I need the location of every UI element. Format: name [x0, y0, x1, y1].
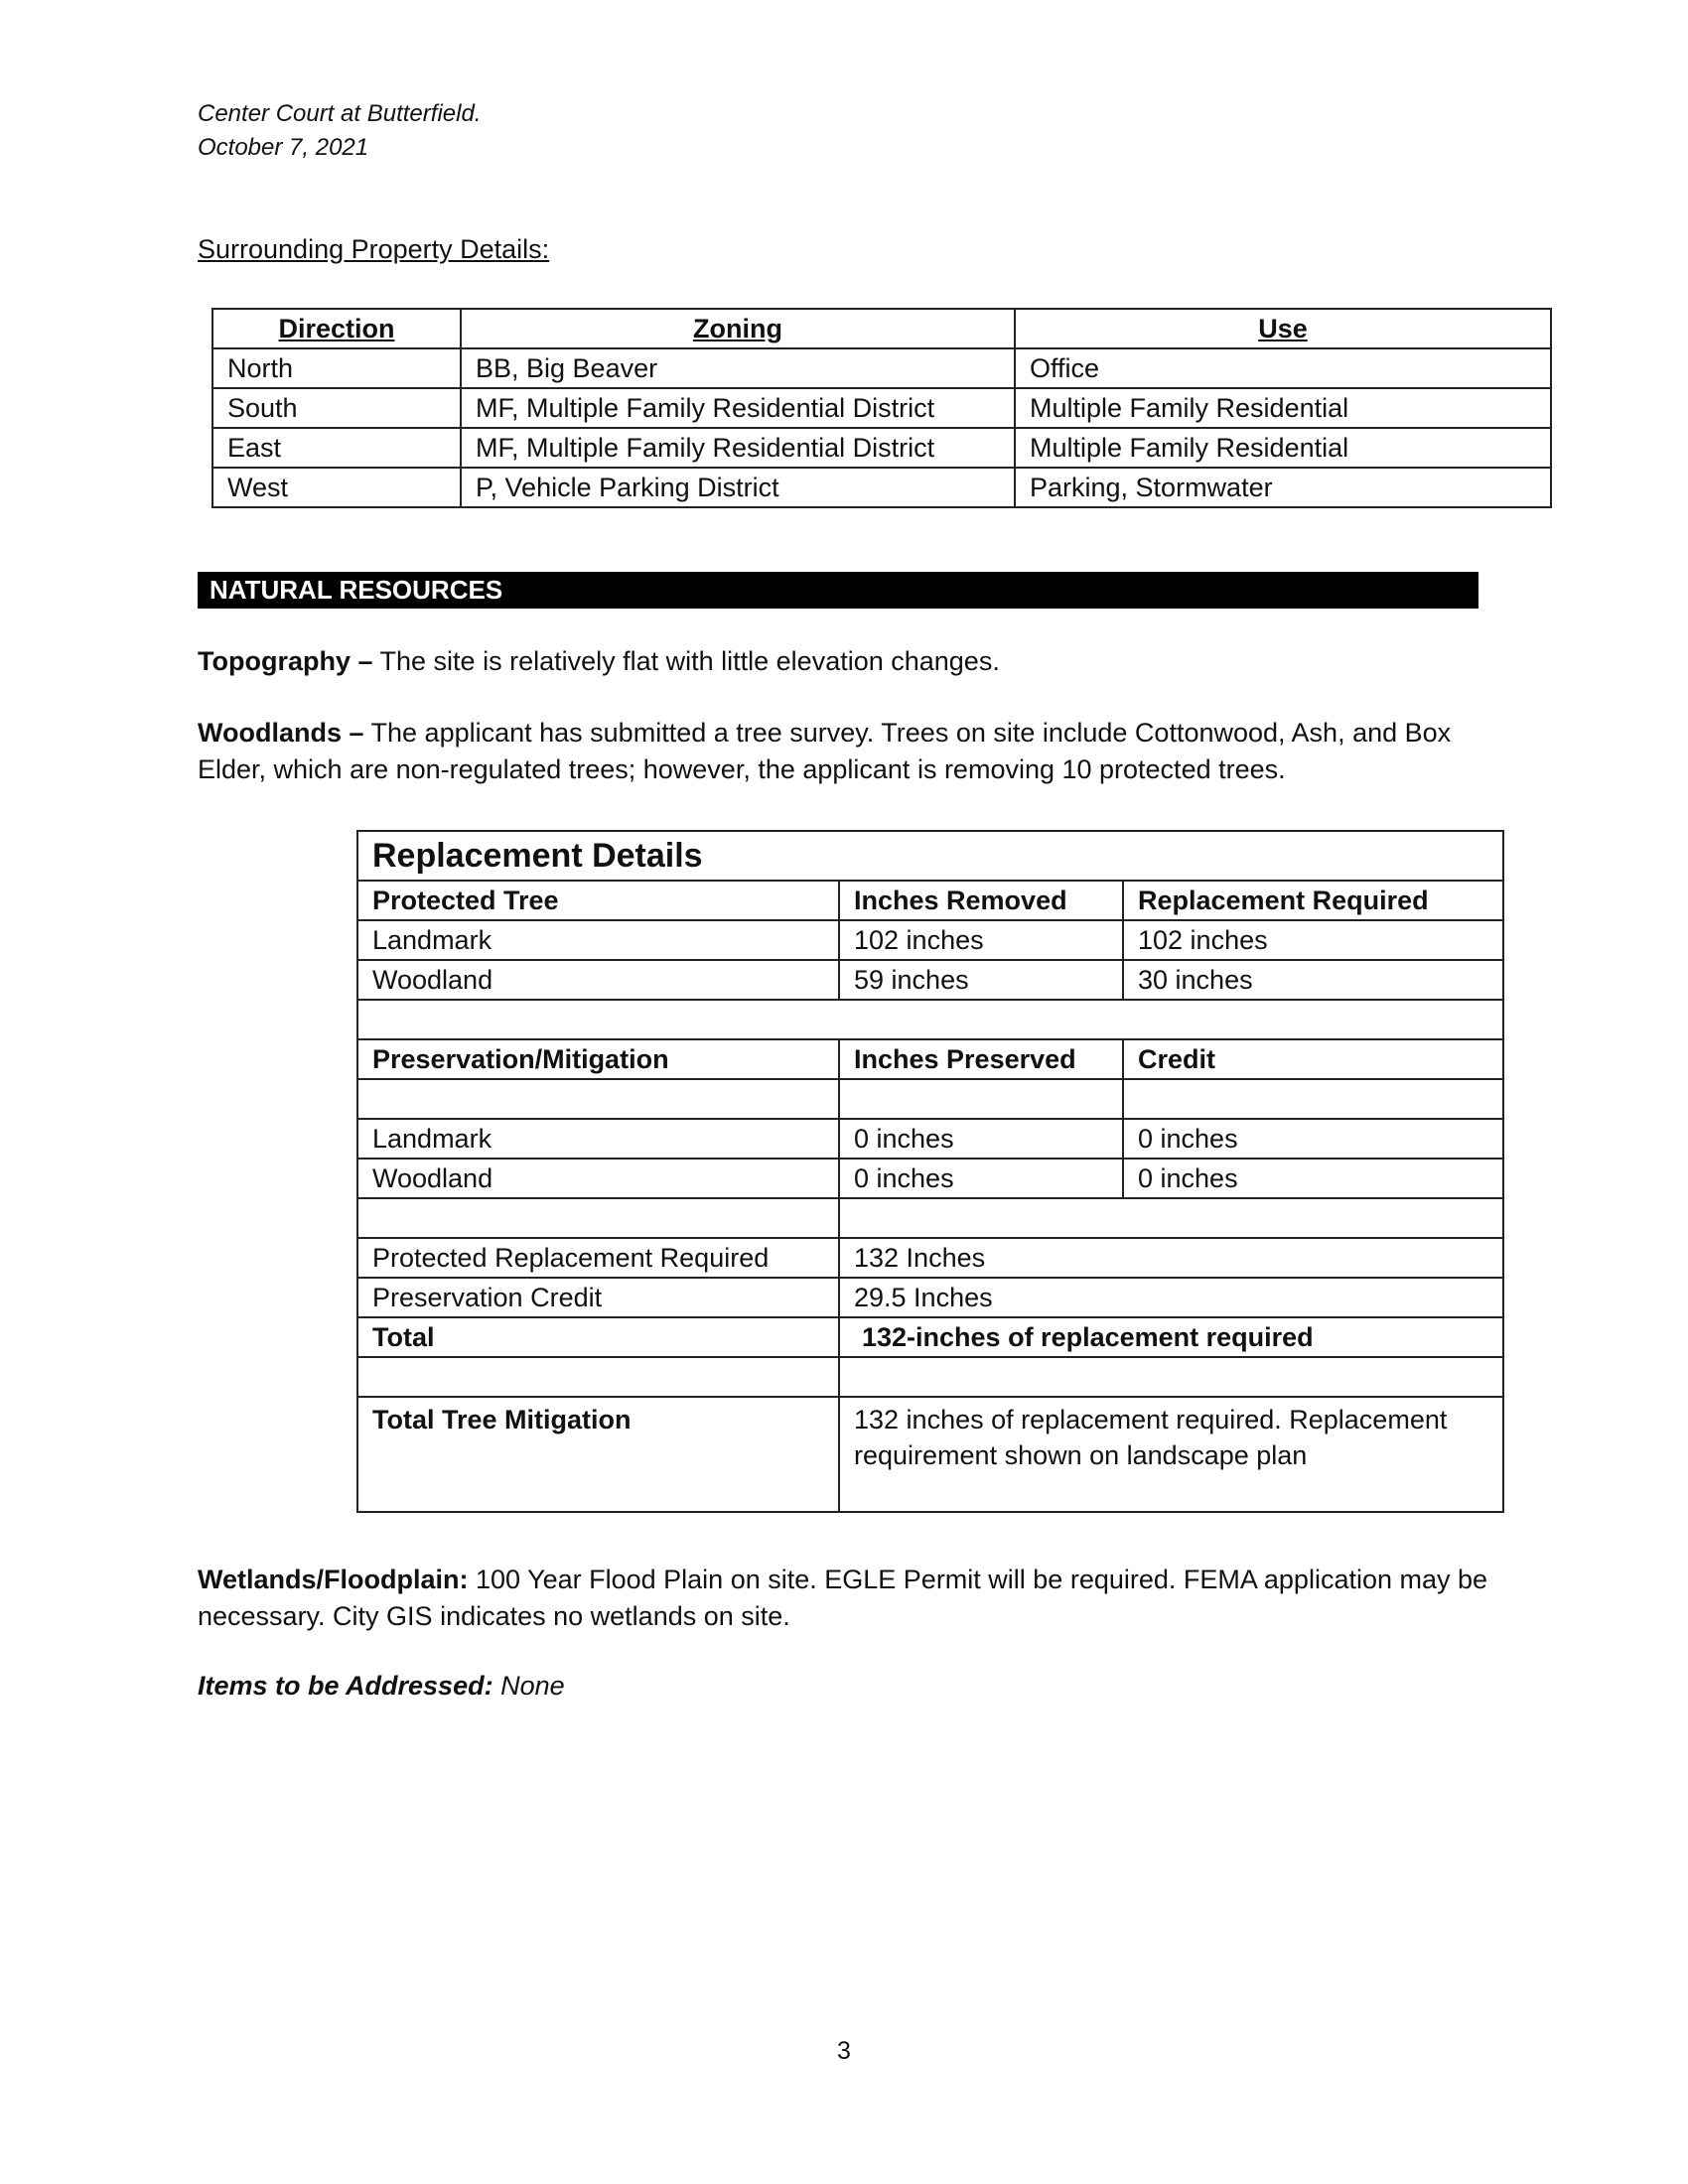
empty-cell — [839, 1357, 1503, 1397]
table-cell: 30 inches — [1123, 960, 1503, 1000]
column-header: Preservation/Mitigation — [357, 1039, 839, 1079]
spacer-row — [357, 1198, 1503, 1238]
replacement-details-table — [356, 830, 1504, 1513]
table-cell: North — [212, 348, 461, 388]
empty-cell — [357, 1198, 839, 1238]
table-cell: West — [212, 468, 461, 507]
column-header: Protected Tree — [357, 881, 839, 920]
table-cell: 59 inches — [839, 960, 1123, 1000]
woodlands-label: Woodlands – — [198, 718, 364, 748]
empty-cell — [839, 1198, 1503, 1238]
table-cell: Preservation Credit — [357, 1278, 839, 1317]
table-cell: BB, Big Beaver — [461, 348, 1015, 388]
empty-cell — [1123, 1079, 1503, 1119]
table-cell: Parking, Stormwater — [1015, 468, 1551, 507]
empty-cell — [357, 1000, 1503, 1039]
total-row — [357, 1317, 1503, 1357]
surrounding-heading: Surrounding Property Details: — [198, 234, 550, 264]
column-header: Direction — [212, 309, 461, 348]
table-row — [357, 960, 1503, 1000]
items-value: None — [492, 1671, 565, 1701]
column-header: Use — [1015, 309, 1551, 348]
items-to-address — [198, 1671, 565, 1702]
topography-label: Topography – — [198, 646, 373, 676]
topography-text: The site is relatively flat with little elevation changes. — [372, 646, 1000, 676]
table-cell: MF, Multiple Family Residential District — [461, 428, 1015, 468]
wetlands-paragraph — [198, 1562, 1508, 1635]
table-cell: Multiple Family Residential — [1015, 388, 1551, 428]
document-header — [198, 97, 481, 165]
table-cell: 0 inches — [1123, 1159, 1503, 1198]
column-header: Inches Preserved — [839, 1039, 1123, 1079]
table-row — [357, 1119, 1503, 1159]
total-label: Total — [357, 1317, 839, 1357]
table-cell: 29.5 Inches — [839, 1278, 1503, 1317]
mitigation-value: 132 inches of replacement required. Replacement requirement shown on landscape plan — [839, 1397, 1503, 1512]
table-header-row — [357, 1039, 1503, 1079]
spacer-row — [357, 1357, 1503, 1397]
total-value: 132-inches of replacement required — [839, 1317, 1503, 1357]
table-cell: Woodland — [357, 960, 839, 1000]
table-cell: 0 inches — [1123, 1119, 1503, 1159]
surrounding-property-table — [211, 308, 1552, 508]
natural-resources-banner: NATURAL RESOURCES — [198, 572, 1478, 609]
mitigation-row — [357, 1397, 1503, 1512]
spacer-row — [357, 1079, 1503, 1119]
table-row — [212, 428, 1551, 468]
woodlands-paragraph — [198, 715, 1508, 788]
table-cell: P, Vehicle Parking District — [461, 468, 1015, 507]
table-cell: Landmark — [357, 1119, 839, 1159]
column-header: Credit — [1123, 1039, 1503, 1079]
page-number: 3 — [837, 2037, 851, 2065]
table-cell: Protected Replacement Required — [357, 1238, 839, 1278]
column-header: Inches Removed — [839, 881, 1123, 920]
items-label: Items to be Addressed: — [198, 1671, 493, 1701]
empty-cell — [357, 1079, 839, 1119]
woodlands-text: The applicant has submitted a tree survey. Trees on site include Cottonwood, Ash, and Box Elder, which are non-regulated trees; however, the applicant is removing 10 protected trees. — [198, 718, 1452, 784]
table-cell: Office — [1015, 348, 1551, 388]
table-cell: 102 inches — [839, 920, 1123, 960]
table-cell: 0 inches — [839, 1119, 1123, 1159]
topography-paragraph — [198, 643, 1508, 680]
table-row — [212, 388, 1551, 428]
mitigation-label: Total Tree Mitigation — [357, 1397, 839, 1512]
spacer-row — [357, 1000, 1503, 1039]
wetlands-label: Wetlands/Floodplain: — [198, 1565, 469, 1594]
report-date: October 7, 2021 — [198, 134, 369, 161]
table-row — [357, 1278, 1503, 1317]
table-cell: 0 inches — [839, 1159, 1123, 1198]
table-header-row — [212, 309, 1551, 348]
table-row — [212, 348, 1551, 388]
table-cell: Multiple Family Residential — [1015, 428, 1551, 468]
table-title-row — [357, 831, 1503, 881]
column-header: Replacement Required — [1123, 881, 1503, 920]
project-name: Center Court at Butterfield. — [198, 100, 482, 127]
table-cell: 102 inches — [1123, 920, 1503, 960]
table-row — [357, 1238, 1503, 1278]
table-title: Replacement Details — [357, 831, 1503, 881]
empty-cell — [839, 1079, 1123, 1119]
column-header: Zoning — [461, 309, 1015, 348]
table-cell: Landmark — [357, 920, 839, 960]
table-cell: Woodland — [357, 1159, 839, 1198]
table-cell: South — [212, 388, 461, 428]
wetlands-text: 100 Year Flood Plain on site. EGLE Permit will be required. FEMA application may be necessary. City GIS indicates no wetlands on site. — [198, 1565, 1488, 1631]
empty-cell — [357, 1357, 839, 1397]
table-cell: East — [212, 428, 461, 468]
table-header-row — [357, 881, 1503, 920]
table-row — [357, 920, 1503, 960]
table-row — [212, 468, 1551, 507]
table-row — [357, 1159, 1503, 1198]
table-cell: MF, Multiple Family Residential District — [461, 388, 1015, 428]
table-cell: 132 Inches — [839, 1238, 1503, 1278]
